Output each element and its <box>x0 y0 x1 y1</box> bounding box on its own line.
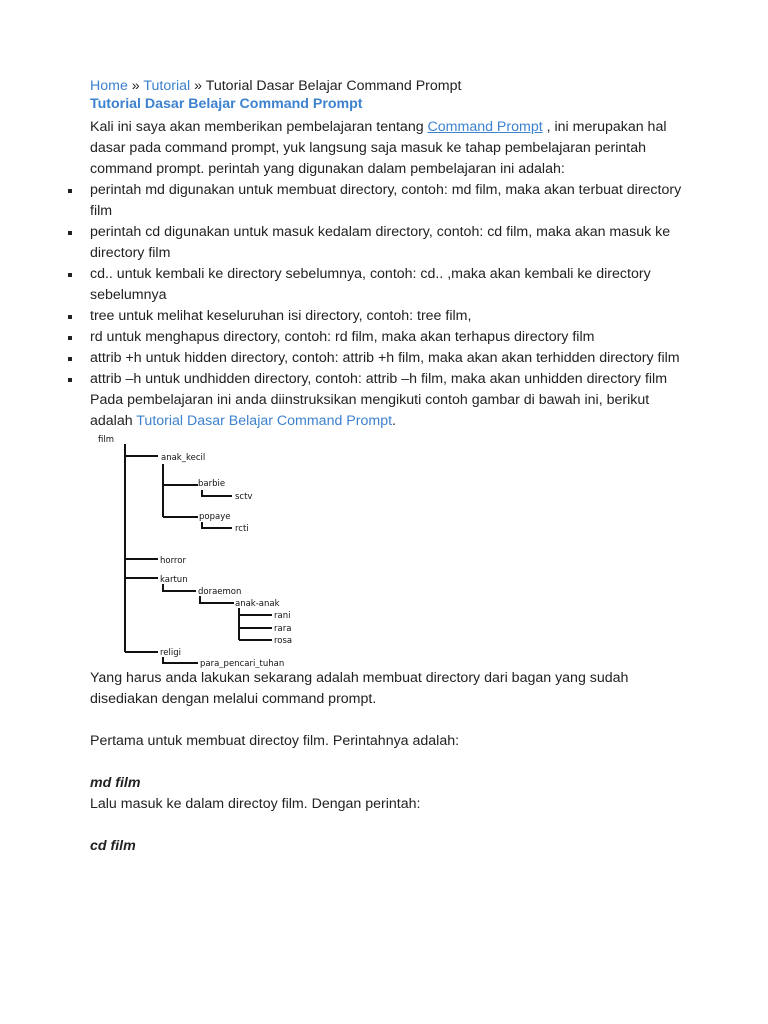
tree-node-religi: religi <box>160 648 182 658</box>
directory-tree-diagram <box>92 432 352 668</box>
step2-paragraph: Lalu masuk ke dalam directoy film. Dengan perintah: <box>90 796 421 812</box>
tree-connectors <box>125 444 272 663</box>
tree-node-para-pencari-tuhan: para_pencari_tuhan <box>200 659 285 668</box>
breadcrumb-separator: » <box>127 78 144 94</box>
tree-node-doraemon: doraemon <box>198 587 242 597</box>
breadcrumb-tutorial-link[interactable]: Tutorial <box>143 78 191 94</box>
list-item: perintah md digunakan untuk membuat directory, contoh: md film, maka akan terbuat directory film <box>90 180 690 222</box>
tree-node-rcti: rcti <box>235 524 249 534</box>
tree-node-film: film <box>98 435 114 445</box>
tree-node-rosa: rosa <box>274 636 293 646</box>
tree-node-anak-kecil: anak_kecil <box>161 453 206 463</box>
tree-node-rani: rani <box>274 611 291 621</box>
step1-command: md film <box>90 775 141 791</box>
step1-paragraph: Pertama untuk membuat directoy film. Perintahnya adalah: <box>90 733 460 749</box>
article <box>0 76 768 857</box>
breadcrumb <box>90 76 682 97</box>
tree-node-rara: rara <box>274 624 292 634</box>
page-title: Tutorial Dasar Belajar Command Prompt <box>90 96 363 112</box>
connector-sctv <box>202 490 232 496</box>
tree-node-barbie: barbie <box>198 479 226 489</box>
tree-node-kartun: kartun <box>160 575 188 585</box>
command-list <box>0 180 768 390</box>
list-item: rd untuk menghapus directory, contoh: rd film, maka akan terhapus directory film <box>90 327 690 348</box>
list-item: tree untuk melihat keseluruhan isi directory, contoh: tree film, <box>90 306 690 327</box>
breadcrumb-current: Tutorial Dasar Belajar Command Prompt <box>205 78 462 94</box>
breadcrumb-separator: » <box>190 78 206 94</box>
after-tree-paragraph: Yang harus anda lakukan sekarang adalah membuat directory dari bagan yang sudah disediakan dengan melalui command prompt. <box>90 670 629 707</box>
directory-tree-svg <box>92 432 352 668</box>
connector-anak-anak <box>200 596 234 603</box>
instruction-text: Pada pembelajaran ini anda diinstruksikan mengikuti contoh gambar di bawah ini, berikut adalah <box>90 392 650 429</box>
step2-command: cd film <box>90 838 136 854</box>
list-item: cd.. untuk kembali ke directory sebelumnya, contoh: cd.. ,maka akan kembali ke directory sebelumnya <box>90 264 690 306</box>
instruction-period: . <box>392 413 396 429</box>
tree-node-anak-anak: anak-anak <box>235 599 280 609</box>
intro-paragraph <box>90 117 682 180</box>
tutorial-link[interactable]: Tutorial Dasar Belajar Command Prompt <box>136 413 393 429</box>
connector-doraemon <box>163 584 196 591</box>
command-prompt-link[interactable]: Command Prompt <box>427 119 543 135</box>
connector-rcti <box>202 522 232 528</box>
breadcrumb-home-link[interactable]: Home <box>90 78 128 94</box>
tree-node-popaye: popaye <box>199 512 231 522</box>
instruction-paragraph <box>90 390 682 432</box>
tree-node-horror: horror <box>160 556 186 566</box>
intro-text: Kali ini saya akan memberikan pembelajaran tentang <box>90 119 428 135</box>
tree-node-sctv: sctv <box>235 492 253 502</box>
list-item: perintah cd digunakan untuk masuk kedalam directory, contoh: cd film, maka akan masuk ke directory film <box>90 222 690 264</box>
intro-text-continued: , ini merupakan hal dasar pada command prompt, yuk langsung saja masuk ke tahap pembelajaran perintah command prompt. perintah yang digunakan dalam pembelajaran ini adalah: <box>90 119 667 177</box>
list-item: attrib +h untuk hidden directory, contoh: attrib +h film, maka akan akan terhidden directory film <box>90 348 690 369</box>
list-item: attrib –h untuk undhidden directory, contoh: attrib –h film, maka akan unhidden directory film <box>90 369 690 390</box>
